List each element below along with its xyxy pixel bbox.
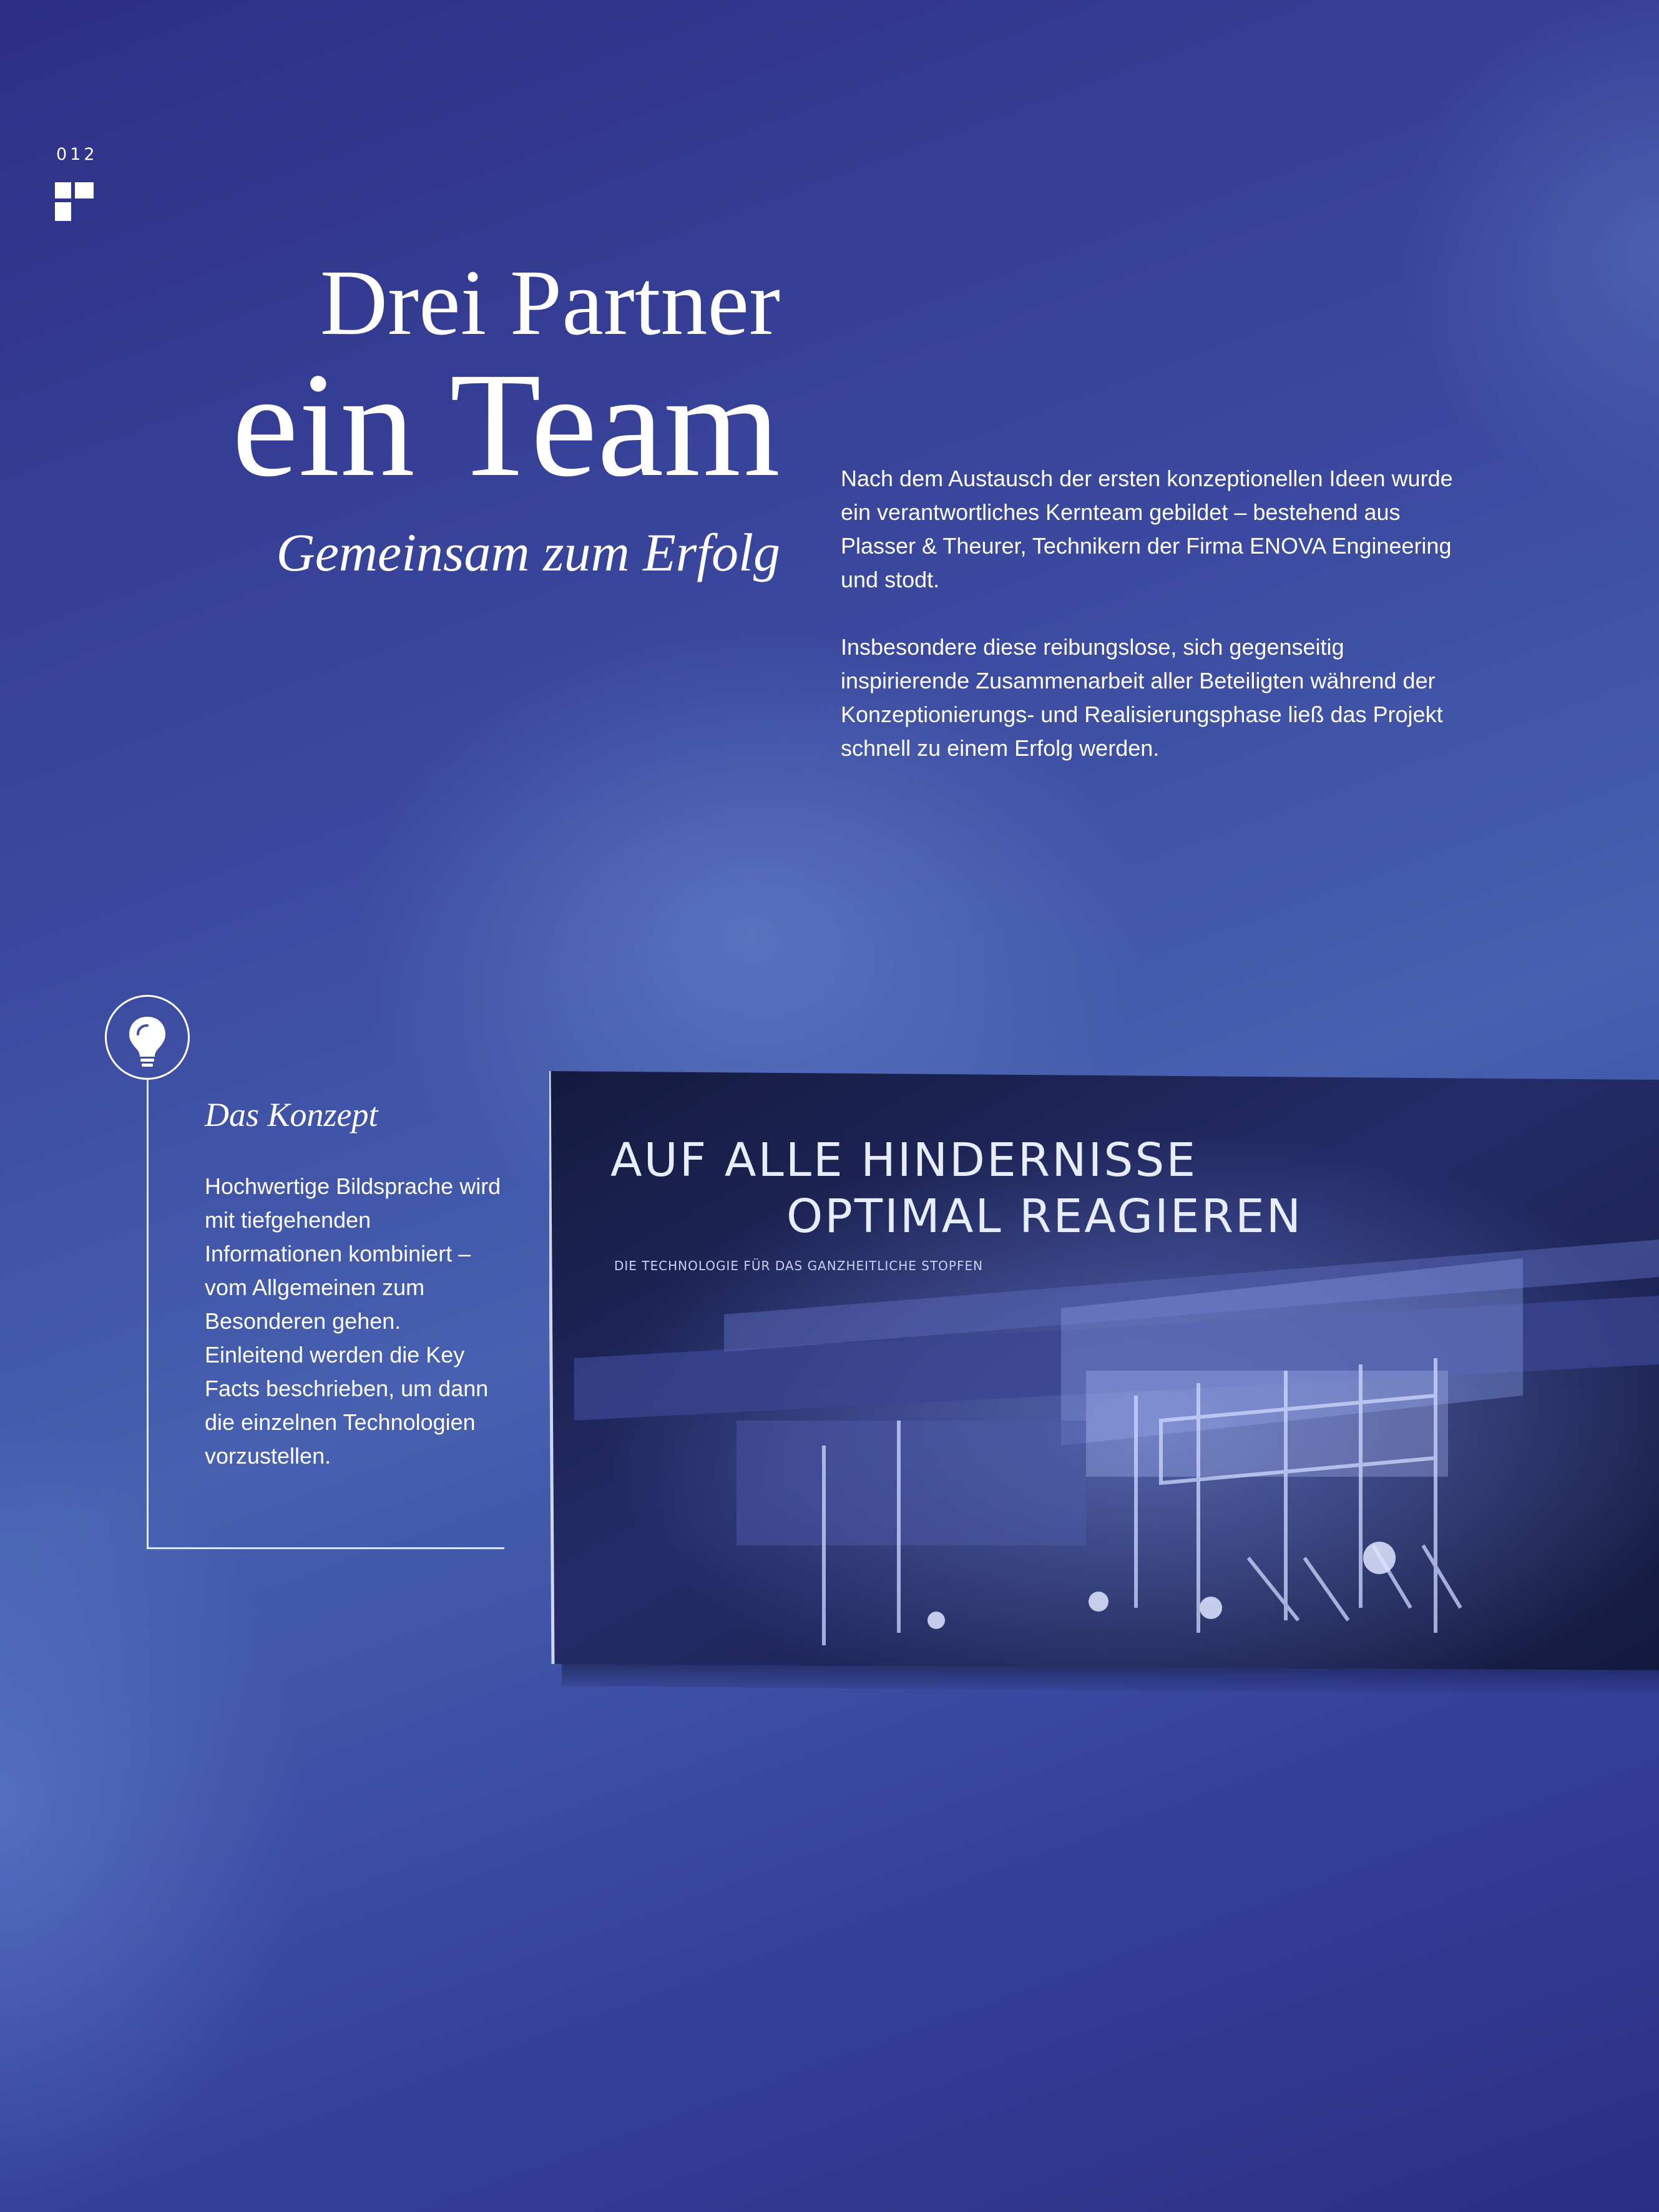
title-block <box>125 250 780 587</box>
page-title-line1: Drei Partner <box>320 251 780 355</box>
page-title-line2: ein Team <box>232 341 780 507</box>
concept-body: Hochwertige Bildsprache wird mit tiefgehenden Informationen kombiniert – vom Allgemeinen zum Besonderen gehen. Einleitend werden die Key Facts beschrieben, um dann die einzelnen Technologien vorzustellen. <box>205 1173 501 1469</box>
brochure-headline-2: OPTIMAL REAGIEREN <box>786 1190 1303 1243</box>
brochure-photo <box>549 1071 1659 1695</box>
brochure-headline-1: AUF ALLE HINDERNISSE <box>610 1133 1198 1187</box>
intro-paragraph-2: Insbesondere diese reibungslose, sich gegenseitig inspirierende Zusammenarbeit aller Beteiligten während der Konzeptionierungs- und Realisierungsphase ließ das Projekt schnell zu einem Erfolg werden. <box>841 634 1443 761</box>
intro-text <box>841 462 1465 799</box>
page-subtitle: Gemeinsam zum Erfolg <box>276 522 780 582</box>
connector-line-horizontal <box>147 1547 504 1549</box>
intro-paragraph-1: Nach dem Austausch der ersten konzeptionellen Ideen wurde ein verantwortliches Kernteam gebildet – bestehend aus Plasser & Theurer, Technikern der Firma ENOVA Engineering und stodt. <box>841 466 1453 592</box>
connector-line-vertical <box>147 1080 149 1549</box>
lightbulb-icon <box>105 995 190 1080</box>
concept-title: Das Konzept <box>205 1096 378 1133</box>
page-number: 012 <box>56 145 98 164</box>
brochure-subline: DIE TECHNOLOGIE FÜR DAS GANZHEITLICHE STOPFEN <box>614 1258 984 1273</box>
logo-icon <box>55 182 94 221</box>
